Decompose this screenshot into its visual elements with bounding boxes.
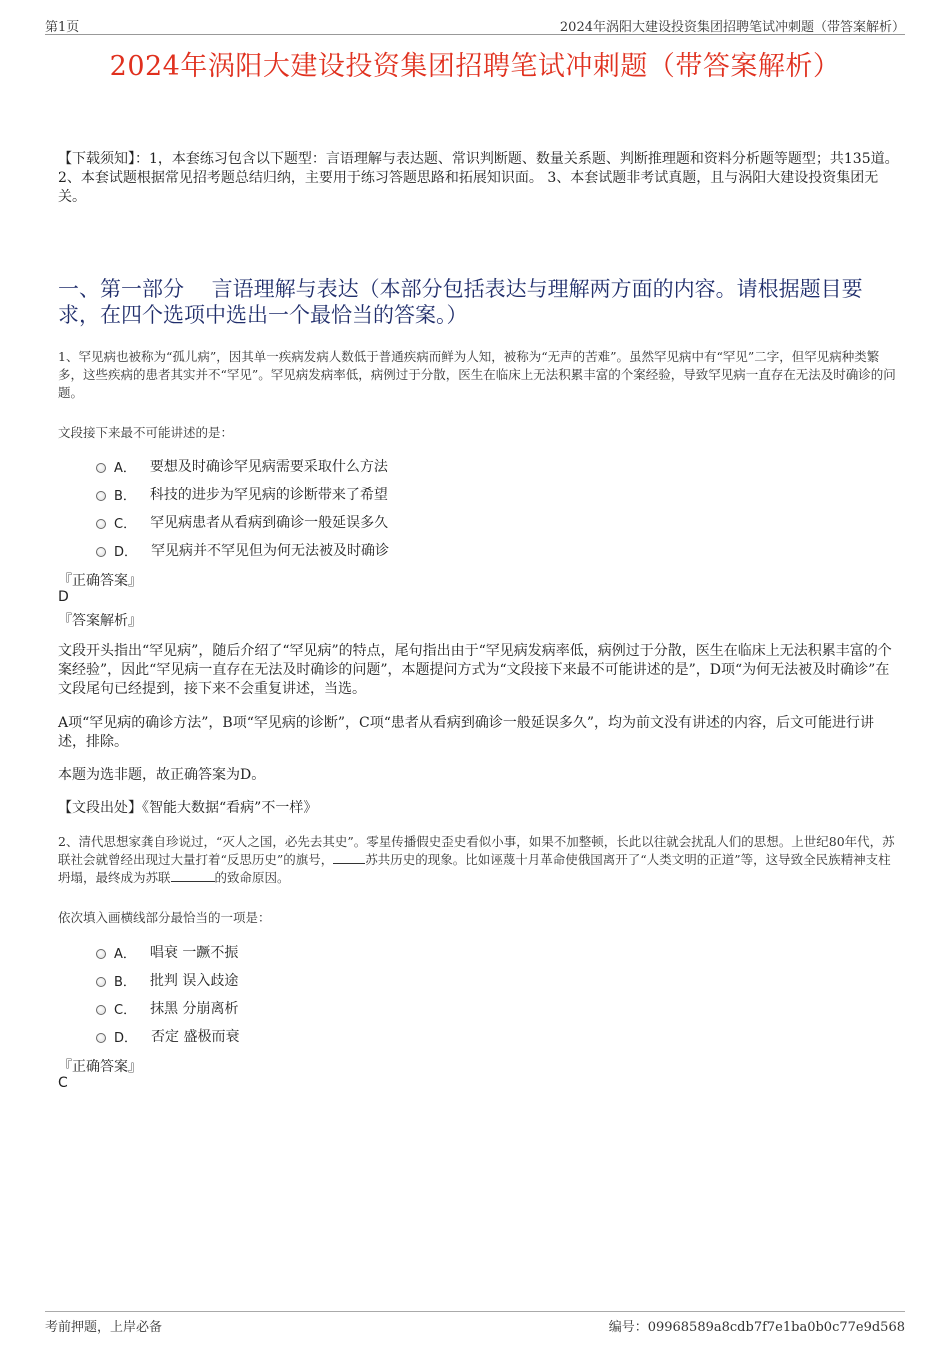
blank-2 (171, 869, 215, 882)
radio-icon[interactable] (96, 1005, 106, 1015)
radio-icon[interactable] (96, 547, 106, 557)
q2-option-d[interactable]: D． 否定 盛极而衰 (96, 1022, 239, 1050)
question-1-text: 1、罕见病也被称为“孤儿病”，因其单一疾病发病人数低于普通疾病而鲜为人知，被称为“无声的苦难”。虽然罕见病中有“罕见”二字，但罕见病种类繁多，这些疾病的患者其实并不“罕见”。罕见病发病率低，病例过于分散，医生在临床上无法积累丰富的个案经验，导致罕见病一直存在无法及时确诊的问题。 (58, 349, 896, 400)
document-title: 2024年涡阳大建设投资集团招聘笔试冲刺题（带答案解析） (109, 51, 841, 82)
radio-icon[interactable] (96, 977, 106, 987)
radio-icon[interactable] (96, 1033, 106, 1043)
q1-answer-label: 『正确答案』 (58, 573, 142, 589)
footer-serial: 编号：09968589a8cdb7f7e1ba0b0c77e9d568 (608, 1320, 905, 1335)
download-notice: 【下载须知】：1，本套练习包含以下题型：言语理解与表达题、常识判断题、数量关系题、判断推理题和资料分析题等题型；共135道。 2、本套试题根据常见招考题总结归纳，主要用于练习答题思路和拓展知识面。 3、本套试题非考试真题，且与涡阳大建设投资集团无关。 (58, 151, 899, 205)
q2-option-b[interactable]: B． 批判 误入歧途 (96, 966, 239, 994)
q1-option-d[interactable]: D． 罕见病并不罕见但为何无法被及时确诊 (96, 536, 389, 564)
q1-option-c[interactable]: C． 罕见病患者从看病到确诊一般延误多久 (96, 508, 389, 536)
footer-slogan: 考前押题，上岸必备 (45, 1320, 163, 1335)
radio-icon[interactable] (96, 491, 106, 501)
question-2-text: 2、清代思想家龚自珍说过，“灭人之国，必先去其史”。零星传播假史歪史看似小事，如果不加整顿，长此以往就会扰乱人们的思想。上世纪80年代，苏联社会就曾经出现过大量打着“反思历史”的旗号， 苏共历史的现象。比如诬蔑十月革命使俄国离开了“人类文明的正道”等，这导致全民族精神支柱坍塌，最终成为苏联 的致命原因。 (58, 834, 895, 885)
section-title: 一、第一部分 言语理解与表达（本部分包括表达与理解两方面的内容。请根据题目要求，在四个选项中选出一个最恰当的答案。） (58, 277, 863, 327)
q1-source: 【文段出处】《智能大数据“看病”不一样》 (58, 800, 318, 816)
radio-icon[interactable] (96, 519, 106, 529)
page-header (45, 14, 905, 35)
q1-answer: D (58, 589, 69, 605)
question-2-options (96, 938, 239, 1050)
q1-option-b[interactable]: B． 科技的进步为罕见病的诊断带来了希望 (96, 480, 389, 508)
q2-option-c[interactable]: C． 抹黑 分崩离析 (96, 994, 239, 1022)
page-number: 第1页 (45, 20, 80, 35)
q1-analysis-3: 本题为选非题，故正确答案为D。 (58, 767, 266, 783)
question-2-prompt: 依次填入画横线部分最恰当的一项是： (58, 910, 271, 925)
radio-icon[interactable] (96, 463, 106, 473)
q2-option-a[interactable]: A． 唱衰 一蹶不振 (96, 938, 239, 966)
question-1-options (96, 452, 389, 564)
q1-option-a[interactable]: A． 要想及时确诊罕见病需要采取什么方法 (96, 452, 389, 480)
q2-answer-label: 『正确答案』 (58, 1059, 142, 1075)
q1-analysis-1: 文段开头指出“罕见病”，随后介绍了“罕见病”的特点，尾句指出由于“罕见病发病率低，病例过于分散，医生在临床上无法积累丰富的个案经验”，因此“罕见病一直存在无法及时确诊的问题”，本题提问方式为“文段接下来最不可能讲述的是”，D项“为何无法被及时确诊”在文段尾句已经提到，接下来不会重复讲述，当选。 (58, 643, 892, 697)
radio-icon[interactable] (96, 949, 106, 959)
blank-1 (333, 851, 365, 864)
question-1-prompt: 文段接下来最不可能讲述的是： (58, 425, 234, 440)
page-footer (45, 1311, 905, 1336)
q1-analysis-label: 『答案解析』 (58, 613, 142, 629)
header-doc-title: 2024年涡阳大建设投资集团招聘笔试冲刺题（带答案解析） (559, 20, 905, 35)
q1-analysis-2: A项“罕见病的确诊方法”，B项“罕见病的诊断”，C项“患者从看病到确诊一般延误多久”，均为前文没有讲述的内容，后文可能进行讲述，排除。 (58, 715, 875, 750)
q2-answer: C (58, 1075, 68, 1091)
